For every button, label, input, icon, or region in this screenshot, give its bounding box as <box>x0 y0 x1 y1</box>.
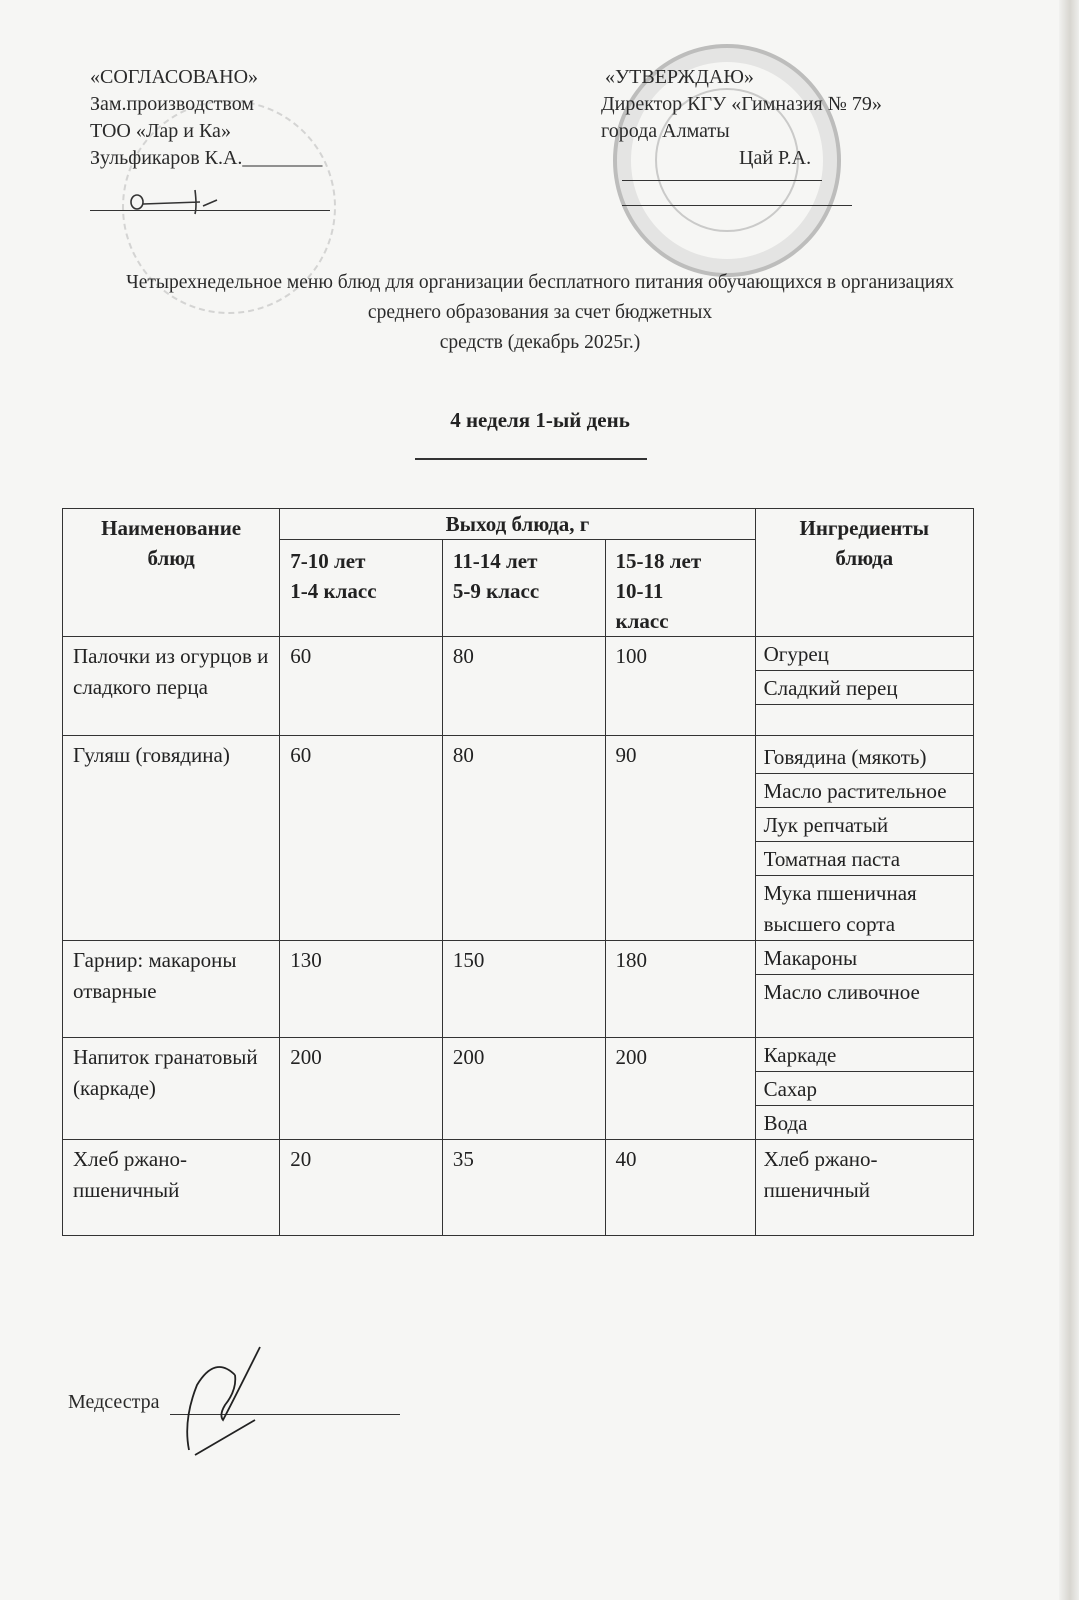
ingredients-cell <box>755 637 973 736</box>
approval-right-block <box>601 64 882 172</box>
approval-left-block <box>90 64 322 172</box>
dish-name: Гарнир: макароны отварные <box>63 941 280 1038</box>
ingredient: Масло сливочное <box>763 980 920 1004</box>
table-row <box>63 736 974 941</box>
dish-name: Хлеб ржано-пшеничный <box>63 1140 280 1236</box>
yield-7-10: 200 <box>280 1038 443 1140</box>
ingredient: Масло растительное <box>756 774 973 808</box>
approval-left-line: ТОО «Лар и Ка» <box>90 120 231 142</box>
signature-line-right-1 <box>622 180 822 181</box>
header-text: 1-4 класс <box>290 579 377 603</box>
approval-right-line: Директор КГУ «Гимназия № 79» <box>601 93 882 115</box>
ingredients-cell <box>755 736 973 941</box>
approval-left-line: Зам.производством <box>90 93 254 115</box>
yield-11-14: 35 <box>442 1140 605 1236</box>
header-text: 7-10 лет <box>290 549 366 573</box>
ingredients-cell <box>755 941 973 1038</box>
approval-right-line: Цай Р.А. <box>739 147 812 169</box>
header-age-11-14 <box>442 540 605 637</box>
header-yield: Выход блюда, г <box>280 509 755 540</box>
ingredient: Лук репчатый <box>756 808 973 842</box>
ingredients-cell <box>755 1038 973 1140</box>
table-row <box>63 941 974 1038</box>
header-text: 15-18 лет <box>615 549 702 573</box>
dish-name: Гуляш (говядина) <box>63 736 280 941</box>
header-text: Ингредиенты <box>799 516 930 540</box>
signature-left-icon <box>125 188 245 218</box>
ingredient: Огурец <box>756 637 973 671</box>
ingredient: Говядина (мякоть) <box>756 736 973 774</box>
ingredient: Томатная паста <box>756 842 973 876</box>
header-dish-name <box>63 509 280 637</box>
header-text: 5-9 класс <box>452 579 540 603</box>
dish-name: Напиток гранатовый (каркаде) <box>63 1038 280 1140</box>
ingredient: Каркаде <box>756 1038 973 1072</box>
approval-left-heading: «СОГЛАСОВАНО» <box>90 66 259 88</box>
yield-11-14: 80 <box>442 736 605 941</box>
ingredient: Хлеб ржано-пшеничный <box>763 1147 878 1202</box>
ingredient <box>756 705 973 735</box>
signature-line-right-2 <box>622 205 852 206</box>
header-text: 11-14 лет <box>452 549 538 573</box>
yield-7-10: 130 <box>280 941 443 1038</box>
approval-right-line: города Алматы <box>601 120 730 142</box>
document-title-line: Четырехнедельное меню блюд для организации бесплатного питания обучающихся в организациях <box>126 272 954 293</box>
table-row <box>63 1140 974 1236</box>
yield-7-10: 60 <box>280 736 443 941</box>
dish-name: Палочки из огурцов и сладкого перца <box>63 637 280 736</box>
yield-11-14: 200 <box>442 1038 605 1140</box>
header-age-15-18 <box>605 540 755 637</box>
week-day-heading: 4 неделя 1-ый день <box>450 408 630 432</box>
ingredient: Мука пшеничная высшего сорта <box>763 881 917 936</box>
header-ingredients <box>755 509 973 637</box>
approval-right-heading: «УТВЕРЖДАЮ» <box>605 66 754 88</box>
menu-table <box>62 508 974 1236</box>
yield-7-10: 20 <box>280 1140 443 1236</box>
yield-15-18: 40 <box>605 1140 755 1236</box>
yield-15-18: 180 <box>605 941 755 1038</box>
ingredient: Сахар <box>756 1072 973 1106</box>
ingredient: Сладкий перец <box>756 671 973 705</box>
yield-15-18: 90 <box>605 736 755 941</box>
ingredient: Вода <box>763 1111 808 1135</box>
ingredient: Макароны <box>756 941 973 975</box>
header-age-7-10 <box>280 540 443 637</box>
yield-11-14: 150 <box>442 941 605 1038</box>
document-title-line: среднего образования за счет бюджетных <box>367 302 713 323</box>
table-row <box>63 1038 974 1140</box>
heading-underline <box>415 458 647 460</box>
yield-11-14: 80 <box>442 637 605 736</box>
header-text: 10-11 <box>615 579 664 603</box>
header-text: блюд <box>147 546 195 570</box>
approval-left-line: Зульфикаров К.А.________ <box>90 147 323 169</box>
header-text: класс <box>615 609 669 633</box>
table-row <box>63 637 974 736</box>
document-title-line: средств (декабрь 2025г.) <box>439 332 641 353</box>
page-edge-shadow <box>1059 0 1079 1600</box>
yield-15-18: 100 <box>605 637 755 736</box>
yield-7-10: 60 <box>280 637 443 736</box>
nurse-label: Медсестра <box>68 1391 160 1413</box>
yield-15-18: 200 <box>605 1038 755 1140</box>
header-text: блюда <box>835 546 894 570</box>
nurse-signature-icon <box>175 1345 265 1460</box>
header-text: Наименование <box>101 516 242 540</box>
ingredients-cell <box>755 1140 973 1236</box>
